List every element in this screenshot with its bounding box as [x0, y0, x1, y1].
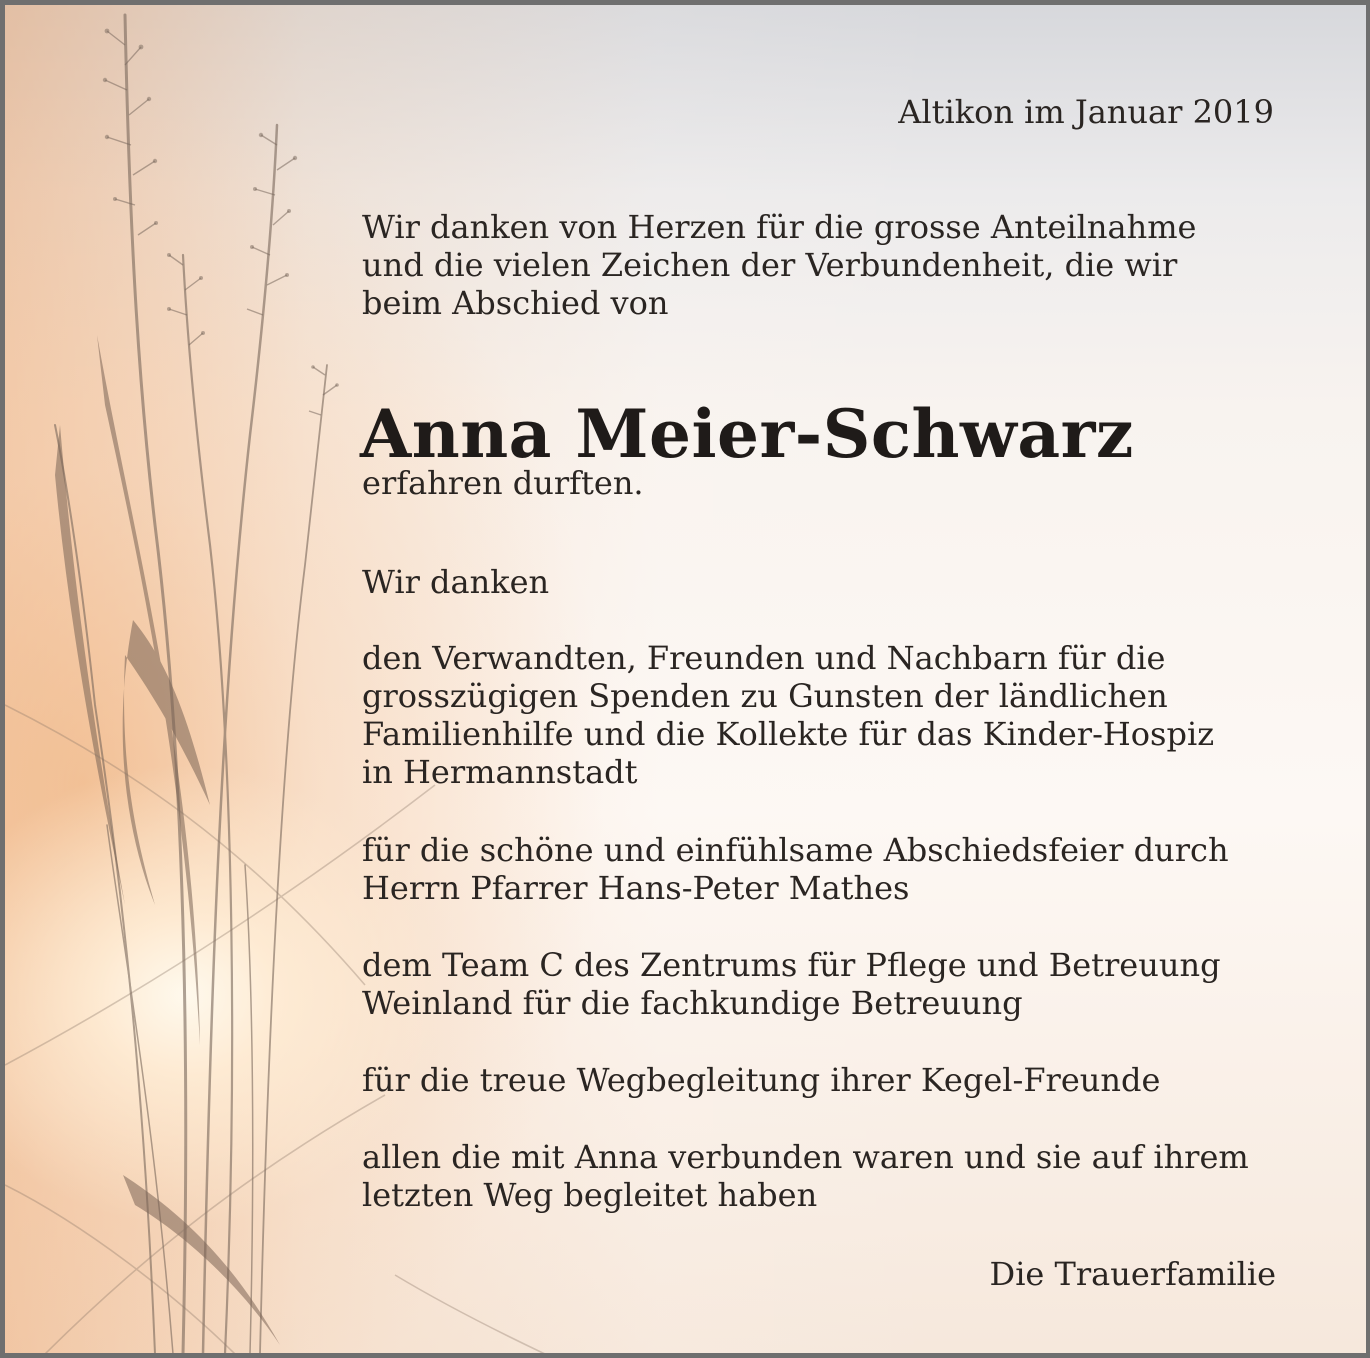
thanks-paragraph: den Verwandten, Freunden und Nachbarn für die grosszügigen Spenden zu Gunsten der ländlichen Familienhilfe und die Kollekte für das Kinder-Hospiz in Hermannstadt [362, 639, 1215, 791]
after-name-text: erfahren durften. [362, 464, 644, 502]
deceased-name: Anna Meier-Schwarz [360, 395, 1134, 474]
intro-text: Wir danken von Herzen für die grosse Anteilnahme und die vielen Zeichen der Verbundenheit, die wir beim Abschied von [362, 208, 1197, 322]
thanks-paragraph: dem Team C des Zentrums für Pflege und Betreuung Weinland für die fachkundige Betreuung [362, 946, 1221, 1022]
thanks-paragraph: für die schöne und einfühlsame Abschiedsfeier durch Herrn Pfarrer Hans-Peter Mathes [362, 831, 1229, 907]
signature: Die Trauerfamilie [989, 1255, 1276, 1293]
thanks-heading: Wir danken [362, 563, 550, 601]
thanks-paragraph: allen die mit Anna verbunden waren und sie auf ihrem letzten Weg begleitet haben [362, 1138, 1249, 1214]
thanks-paragraph: für die treue Wegbegleitung ihrer Kegel-Freunde [362, 1061, 1161, 1099]
place-and-date: Altikon im Januar 2019 [898, 93, 1274, 131]
